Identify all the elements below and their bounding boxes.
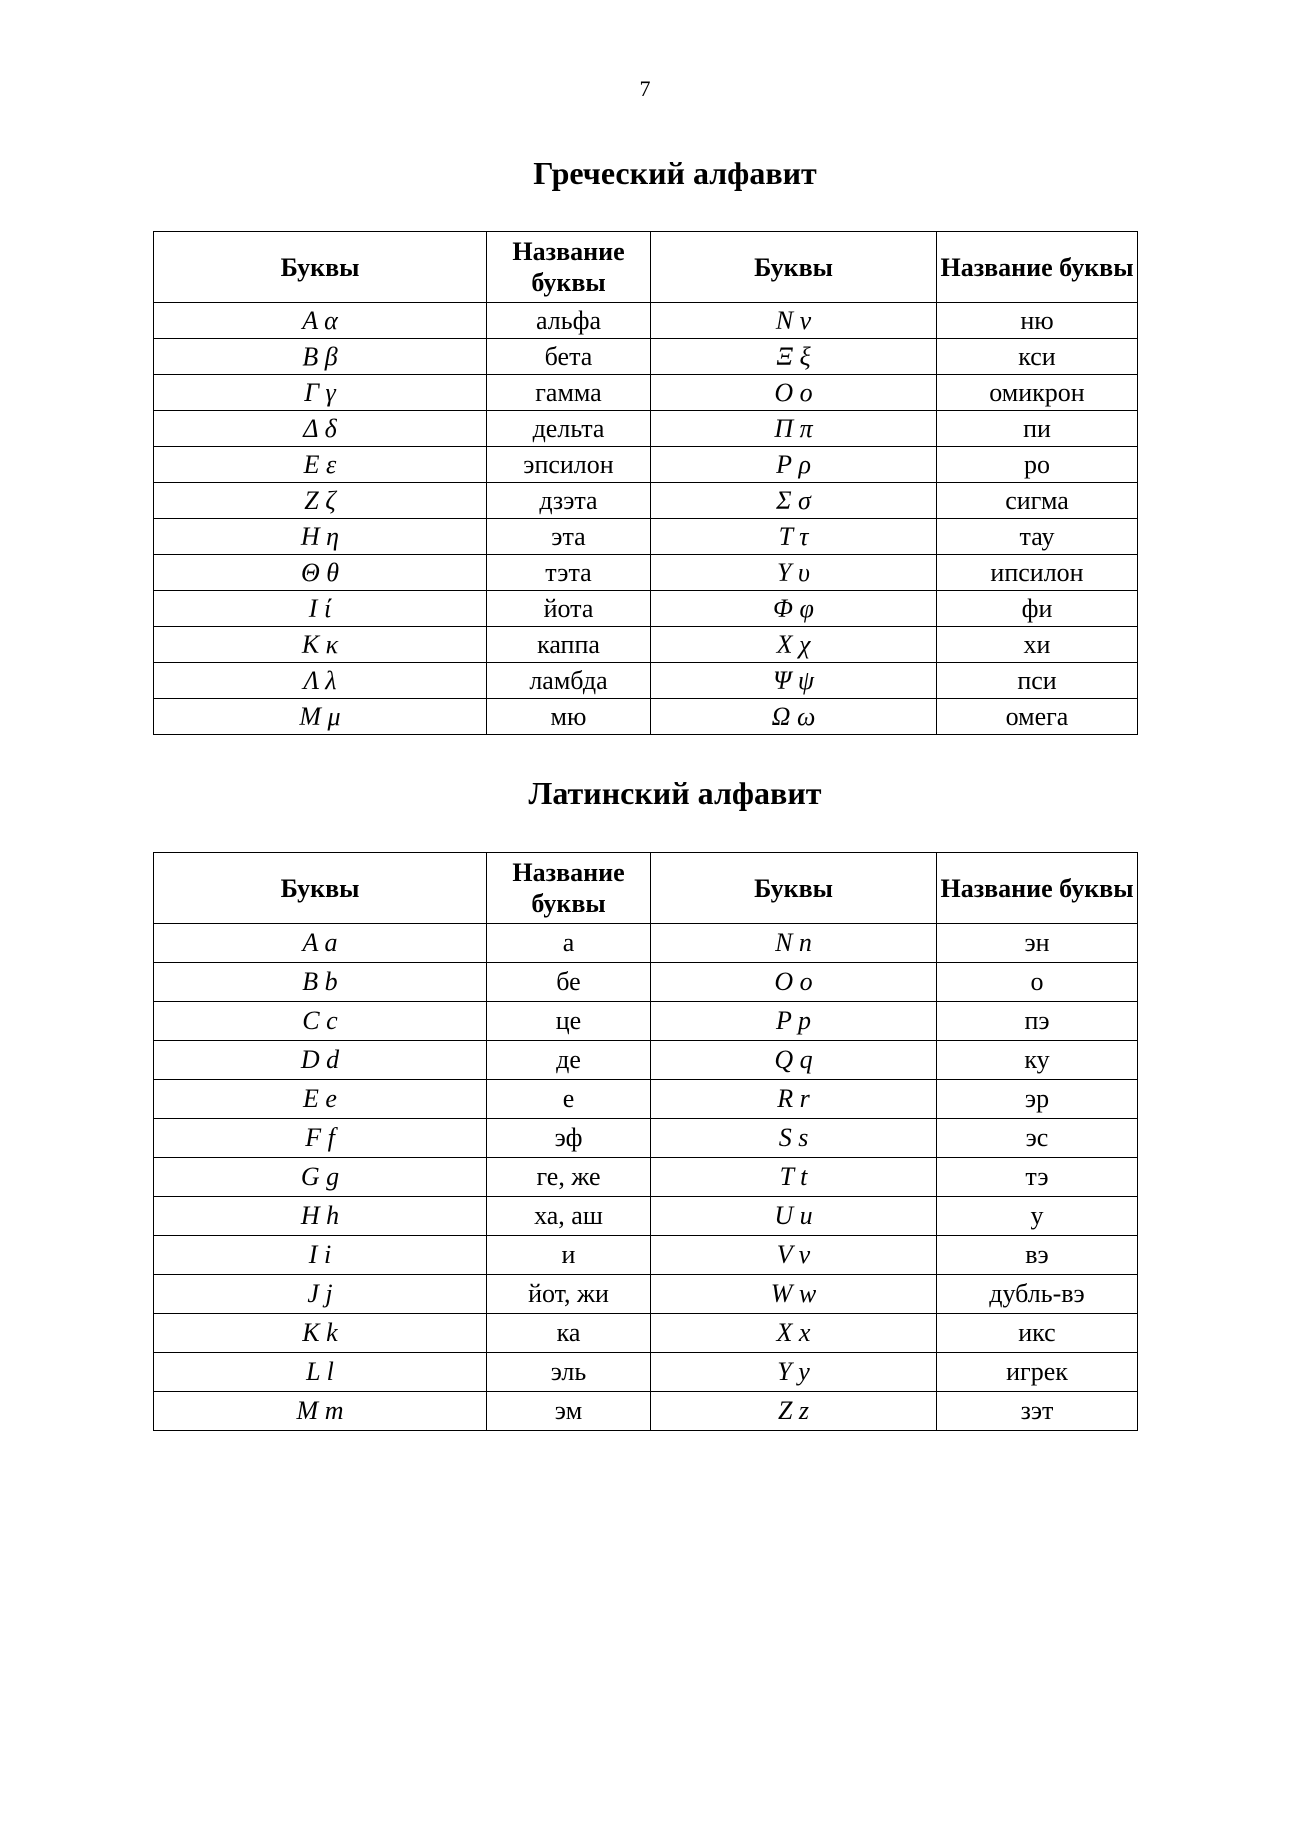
table-row [154, 663, 1138, 699]
letter-name: е [487, 1080, 651, 1119]
header-letter-name: Название буквы [937, 853, 1138, 924]
letter-name: эпсилон [487, 447, 651, 483]
letter-name: фи [937, 591, 1138, 627]
greek-alphabet-title: Греческий алфавит [533, 155, 817, 191]
letter-pair: Θ θ [154, 555, 487, 591]
table-header-row [154, 232, 1138, 303]
letter-pair: O o [651, 963, 937, 1002]
letter-name: бе [487, 963, 651, 1002]
letter-name: каппа [487, 627, 651, 663]
table-row [154, 1119, 1138, 1158]
table-row [154, 483, 1138, 519]
letter-pair: Ρ ρ [651, 447, 937, 483]
header-letters: Буквы [154, 853, 487, 924]
table-row [154, 1041, 1138, 1080]
letter-name: це [487, 1002, 651, 1041]
table-row [154, 591, 1138, 627]
table-row [154, 1002, 1138, 1041]
letter-pair: Υ υ [651, 555, 937, 591]
letter-pair: Τ τ [651, 519, 937, 555]
letter-name: дельта [487, 411, 651, 447]
letter-name: зэт [937, 1392, 1138, 1431]
table-row [154, 963, 1138, 1002]
letter-pair: Μ μ [154, 699, 487, 735]
letter-name: эта [487, 519, 651, 555]
letter-name: омикрон [937, 375, 1138, 411]
letter-name: де [487, 1041, 651, 1080]
table-row [154, 924, 1138, 963]
letter-pair: U u [651, 1197, 937, 1236]
letter-name: ха, аш [487, 1197, 651, 1236]
letter-name: пи [937, 411, 1138, 447]
table-row [154, 1080, 1138, 1119]
letter-name: тэта [487, 555, 651, 591]
letter-pair: D d [154, 1041, 487, 1080]
letter-pair: X x [651, 1314, 937, 1353]
table-row [154, 1275, 1138, 1314]
letter-name: игрек [937, 1353, 1138, 1392]
letter-pair: L l [154, 1353, 487, 1392]
letter-name: йот, жи [487, 1275, 651, 1314]
letter-name: у [937, 1197, 1138, 1236]
table-row [154, 627, 1138, 663]
table-row [154, 555, 1138, 591]
table-row [154, 1314, 1138, 1353]
letter-pair: G g [154, 1158, 487, 1197]
letter-pair: Z z [651, 1392, 937, 1431]
letter-pair: Ζ ζ [154, 483, 487, 519]
header-letters: Буквы [154, 232, 487, 303]
letter-name: ге, же [487, 1158, 651, 1197]
letter-name: ню [937, 303, 1138, 339]
letter-name: гамма [487, 375, 651, 411]
letter-name: омега [937, 699, 1138, 735]
table-row [154, 375, 1138, 411]
letter-pair: Χ χ [651, 627, 937, 663]
letter-name: эр [937, 1080, 1138, 1119]
letter-pair: T t [651, 1158, 937, 1197]
table-header-row [154, 853, 1138, 924]
letter-pair: F f [154, 1119, 487, 1158]
letter-pair: Η η [154, 519, 487, 555]
letter-pair: Y y [651, 1353, 937, 1392]
letter-pair: Ν ν [651, 303, 937, 339]
letter-pair: W w [651, 1275, 937, 1314]
letter-pair: Ι ί [154, 591, 487, 627]
letter-name: а [487, 924, 651, 963]
letter-name: эн [937, 924, 1138, 963]
table-row [154, 1353, 1138, 1392]
letter-name: вэ [937, 1236, 1138, 1275]
letter-name: бета [487, 339, 651, 375]
header-letter-name: Название буквы [487, 853, 651, 924]
letter-pair: H h [154, 1197, 487, 1236]
table-row [154, 447, 1138, 483]
letter-name: мю [487, 699, 651, 735]
letter-pair: A a [154, 924, 487, 963]
header-letter-name: Название буквы [487, 232, 651, 303]
letter-name: пэ [937, 1002, 1138, 1041]
letter-name: и [487, 1236, 651, 1275]
letter-pair: C c [154, 1002, 487, 1041]
letter-pair: R r [651, 1080, 937, 1119]
letter-name: эль [487, 1353, 651, 1392]
greek-alphabet-table [153, 231, 1138, 735]
table-row [154, 1197, 1138, 1236]
letter-pair: P p [651, 1002, 937, 1041]
letter-name: кси [937, 339, 1138, 375]
letter-pair: N n [651, 924, 937, 963]
letter-name: альфа [487, 303, 651, 339]
letter-name: тэ [937, 1158, 1138, 1197]
letter-pair: Φ φ [651, 591, 937, 627]
letter-pair: Κ κ [154, 627, 487, 663]
letter-name: о [937, 963, 1138, 1002]
letter-name: ку [937, 1041, 1138, 1080]
table-row [154, 699, 1138, 735]
greek-table-body [154, 303, 1138, 735]
letter-pair: S s [651, 1119, 937, 1158]
letter-pair: Π π [651, 411, 937, 447]
letter-pair: Ξ ξ [651, 339, 937, 375]
letter-pair: Α α [154, 303, 487, 339]
letter-name: пси [937, 663, 1138, 699]
letter-name: ро [937, 447, 1138, 483]
letter-pair: Σ σ [651, 483, 937, 519]
table-row [154, 303, 1138, 339]
letter-pair: Ε ε [154, 447, 487, 483]
table-row [154, 1236, 1138, 1275]
header-letters: Буквы [651, 232, 937, 303]
letter-pair: J j [154, 1275, 487, 1314]
letter-name: хи [937, 627, 1138, 663]
letter-pair: Β β [154, 339, 487, 375]
letter-name: ка [487, 1314, 651, 1353]
letter-pair: Ο ο [651, 375, 937, 411]
letter-pair: E e [154, 1080, 487, 1119]
letter-pair: I i [154, 1236, 487, 1275]
letter-pair: V v [651, 1236, 937, 1275]
letter-name: икс [937, 1314, 1138, 1353]
latin-table-body [154, 924, 1138, 1431]
header-letters: Буквы [651, 853, 937, 924]
letter-pair: Λ λ [154, 663, 487, 699]
letter-pair: Q q [651, 1041, 937, 1080]
table-row [154, 1392, 1138, 1431]
table-row [154, 1158, 1138, 1197]
letter-name: сигма [937, 483, 1138, 519]
letter-name: ипсилон [937, 555, 1138, 591]
letter-pair: B b [154, 963, 487, 1002]
letter-name: дубль-вэ [937, 1275, 1138, 1314]
letter-name: ламбда [487, 663, 651, 699]
letter-name: эф [487, 1119, 651, 1158]
letter-pair: Ω ω [651, 699, 937, 735]
letter-name: тау [937, 519, 1138, 555]
letter-name: йота [487, 591, 651, 627]
letter-pair: K k [154, 1314, 487, 1353]
letter-pair: Γ γ [154, 375, 487, 411]
letter-name: эс [937, 1119, 1138, 1158]
letter-pair: Δ δ [154, 411, 487, 447]
page-number: 7 [639, 76, 651, 101]
letter-pair: M m [154, 1392, 487, 1431]
table-row [154, 411, 1138, 447]
header-letter-name: Название буквы [937, 232, 1138, 303]
letter-name: эм [487, 1392, 651, 1431]
latin-alphabet-table [153, 852, 1138, 1431]
table-row [154, 339, 1138, 375]
table-row [154, 519, 1138, 555]
letter-pair: Ψ ψ [651, 663, 937, 699]
letter-name: дзэта [487, 483, 651, 519]
latin-alphabet-title: Латинский алфавит [528, 775, 822, 811]
